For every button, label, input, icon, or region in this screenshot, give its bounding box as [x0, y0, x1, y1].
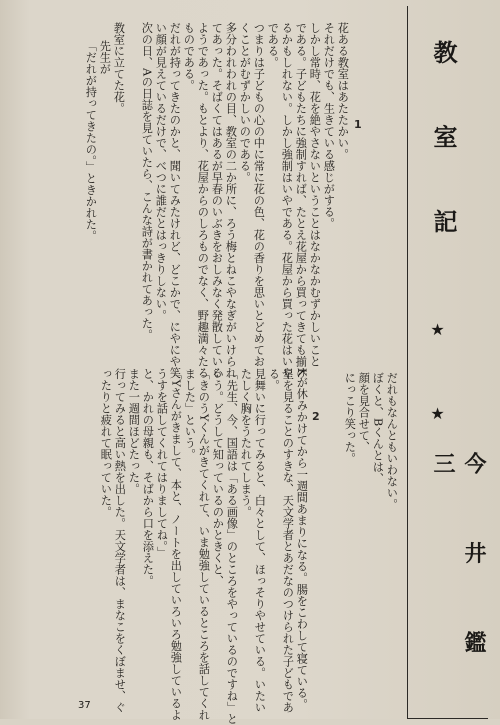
text-line: 教室に立てた花。 — [112, 22, 126, 114]
text-line: 「先生、今、国語は「ある画像」のところをやっているのですね」と — [225, 368, 239, 725]
text-line: 「だれが持ってきたの。」ときかれた。 — [84, 40, 98, 242]
decorative-stars: ★ ★ — [428, 320, 447, 454]
text-line: るかもしれない。しかし強制はいやである。花屋から買った花はいや — [280, 22, 294, 379]
text-line: だれもなんともいわない。 — [385, 372, 399, 510]
text-line: 顔を見合せて、 — [357, 372, 371, 453]
text-line: てあった。そばくてはあるが早春のいぶきをおしみなく発散している — [210, 22, 224, 379]
text-line: だれが持ってきたのかと、聞いてみたけれど、どこかで、にやにや笑 — [168, 22, 182, 379]
author-name: 今 井 鑑 三 — [430, 452, 487, 684]
text-line: くことがむずかしいのである。 — [238, 22, 252, 183]
text-line: と、かれの母親も、そばから口を添えた。 — [141, 368, 155, 587]
text-line: 次の日、Aの日誌を見ていたら、こんな詩が書かれてあった。 — [140, 22, 154, 341]
text-line: である。 — [266, 22, 280, 68]
text-line: 先生が — [98, 40, 112, 75]
text-line: ました」という。 — [183, 368, 197, 460]
text-line: つまりは子どもの心の中に常に花の色、花の香りを思いとどめてお — [252, 22, 266, 367]
text-line: それだけでも、生きている感じがする。 — [322, 22, 336, 229]
text-line: ようであった。もとより、花屋からのしろものでなく、野趣満々たる — [196, 22, 210, 379]
text-line: 「Yさんがきまして、本と、ノートを出していろいろ勉強しているよ — [169, 368, 183, 721]
text-line: ったりと疲れて眠っていた。 — [99, 368, 113, 518]
text-line: うすを話してくれてはりましてね。」 — [155, 368, 169, 558]
text-line: 行ってみると高い熱を出した。天文学者は、まなこをくぼませ、ぐ — [113, 368, 127, 713]
text-line: いう。どうして知っているのかときくと、 — [211, 368, 225, 587]
page-number: 37 — [78, 700, 91, 711]
text-line: 星を見ることのすきな、天文学者とあだなのつけられた子どもであ — [281, 368, 295, 713]
text-line: ものである。 — [182, 22, 196, 91]
text-line: たしく胸をうたれてしまう。 — [239, 368, 253, 518]
text-line: い顔が見えているだけで、べつに誰だとはっきりしない。 — [154, 22, 168, 321]
text-line: である。子どもたちに強制すれば、たとえ花屋から買ってきても揃け — [294, 22, 308, 379]
article-title: 教 室 記 — [429, 40, 458, 259]
section-number-2: 2 — [312, 410, 320, 423]
text-line: 見舞いに行ってみると、白々として、ほっそりやせている。いたい — [253, 368, 267, 713]
text-line: 花ある教室はあたたかい。 — [336, 22, 350, 160]
text-line: 多分われわれの目、教室の二か所に、ろう梅とねこやなぎがいけられ — [224, 22, 238, 379]
text-line: Kが休みかけてから一週間あまりになる。腸をこわして寝ている。 — [295, 368, 309, 711]
text-line: ぼくと、Bくんとは、 — [371, 372, 385, 485]
section-number-1: 1 — [354, 118, 362, 131]
text-line: る。 — [267, 368, 281, 391]
text-line: しかし常時、花を絶やさないということはなかなかむずかしいこと — [308, 22, 322, 367]
text-line: 「きのうYくんがきてくれて、いま勉強しているところを話してくれ — [197, 368, 211, 721]
text-line: にっこり笑った。 — [343, 372, 357, 464]
text-line: また一週間ほどたった。 — [127, 368, 141, 495]
